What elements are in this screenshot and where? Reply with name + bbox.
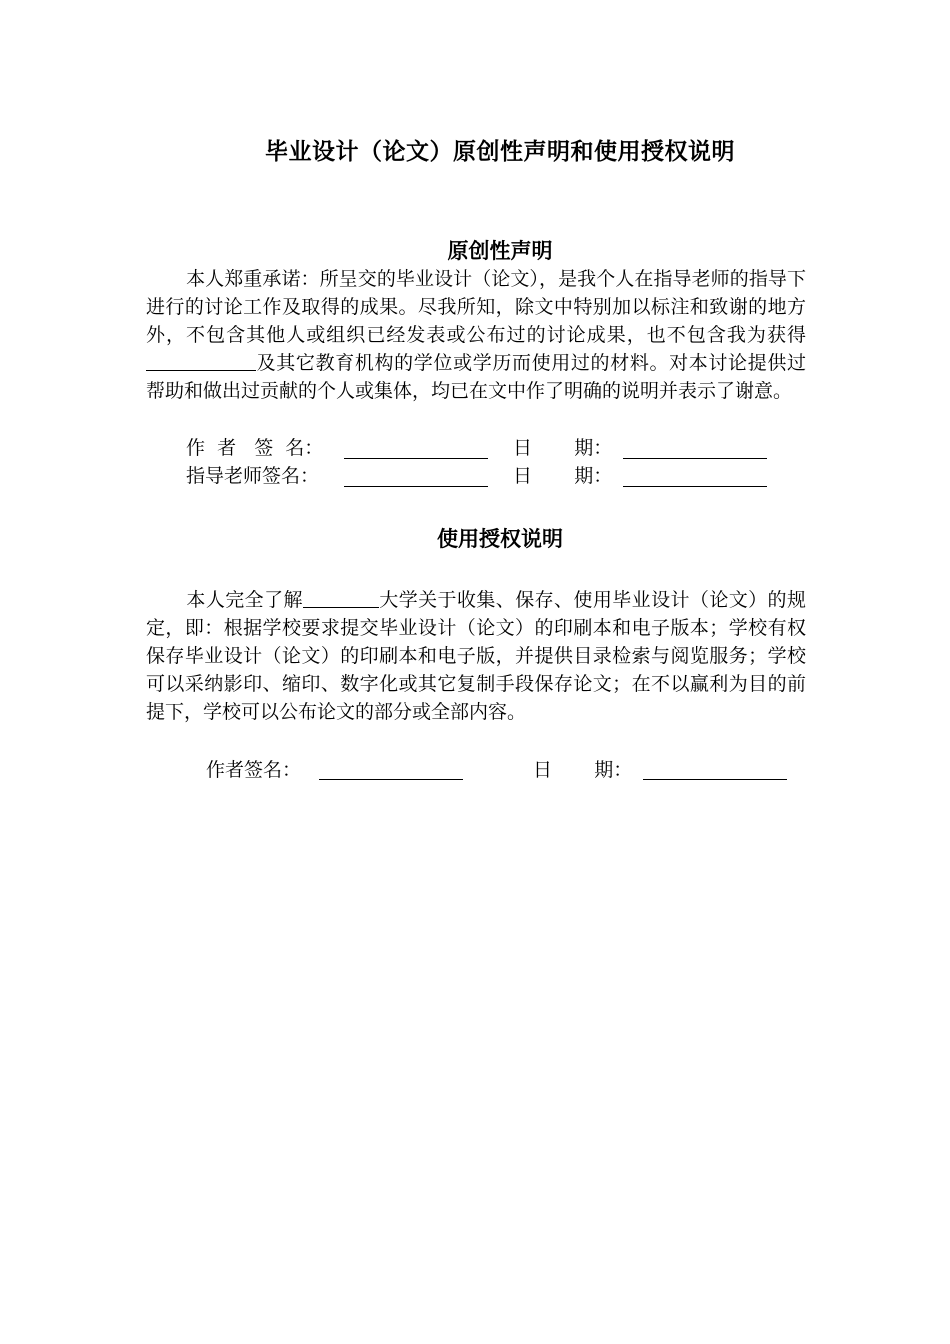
originality-title: 原创性声明 — [447, 239, 553, 263]
advisor-sign-line — [344, 486, 488, 487]
authorization-text-part1: 本人完全了解 — [186, 589, 303, 611]
date-line-2 — [623, 486, 767, 487]
author-sign-label-2: 作者签名： — [206, 759, 302, 781]
main-title: 毕业设计（论文）原创性声明和使用授权说明 — [265, 139, 735, 165]
degree-blank — [146, 350, 256, 371]
author-sign-label: 作 者 签 名： — [186, 437, 324, 459]
date-line-1 — [623, 458, 767, 459]
date-label-1: 日 期： — [513, 437, 613, 459]
advisor-sign-label: 指导老师签名： — [186, 465, 320, 487]
authorization-title: 使用授权说明 — [437, 527, 563, 551]
date-label-3: 日 期： — [533, 759, 633, 781]
author-sign-line-2 — [319, 779, 463, 780]
date-label-2: 日 期： — [513, 465, 613, 487]
authorization-text-part2: 大学关于收集、保存、使用毕业设计（论文）的规定，即：根据学校要求提交毕业设计（论文）的印刷本和电子版本；学校有权保存毕业设计（论文）的印刷本和电子版，并提供目录检索与阅览服务；学校可以采纳影印、缩印、数字化或其它复制手段保存论文；在不以赢利为目的前提下，学校可以公布论文的部分或全部内容。 — [146, 589, 806, 723]
originality-paragraph — [146, 265, 806, 405]
originality-text-part2: 及其它教育机构的学位或学历而使用过的材料。对本讨论提供过帮助和做出过贡献的个人或集体，均已在文中作了明确的说明并表示了谢意。 — [146, 352, 806, 402]
date-line-3 — [643, 779, 787, 780]
authorization-paragraph — [146, 586, 806, 726]
originality-text-part1: 本人郑重承诺：所呈交的毕业设计（论文），是我个人在指导老师的指导下进行的讨论工作及取得的成果。尽我所知，除文中特别加以标注和致谢的地方外，不包含其他人或组织已经发表或公布过的讨论成果，也不包含我为获得 — [146, 268, 806, 346]
author-sign-line — [344, 458, 488, 459]
university-blank — [303, 587, 379, 608]
